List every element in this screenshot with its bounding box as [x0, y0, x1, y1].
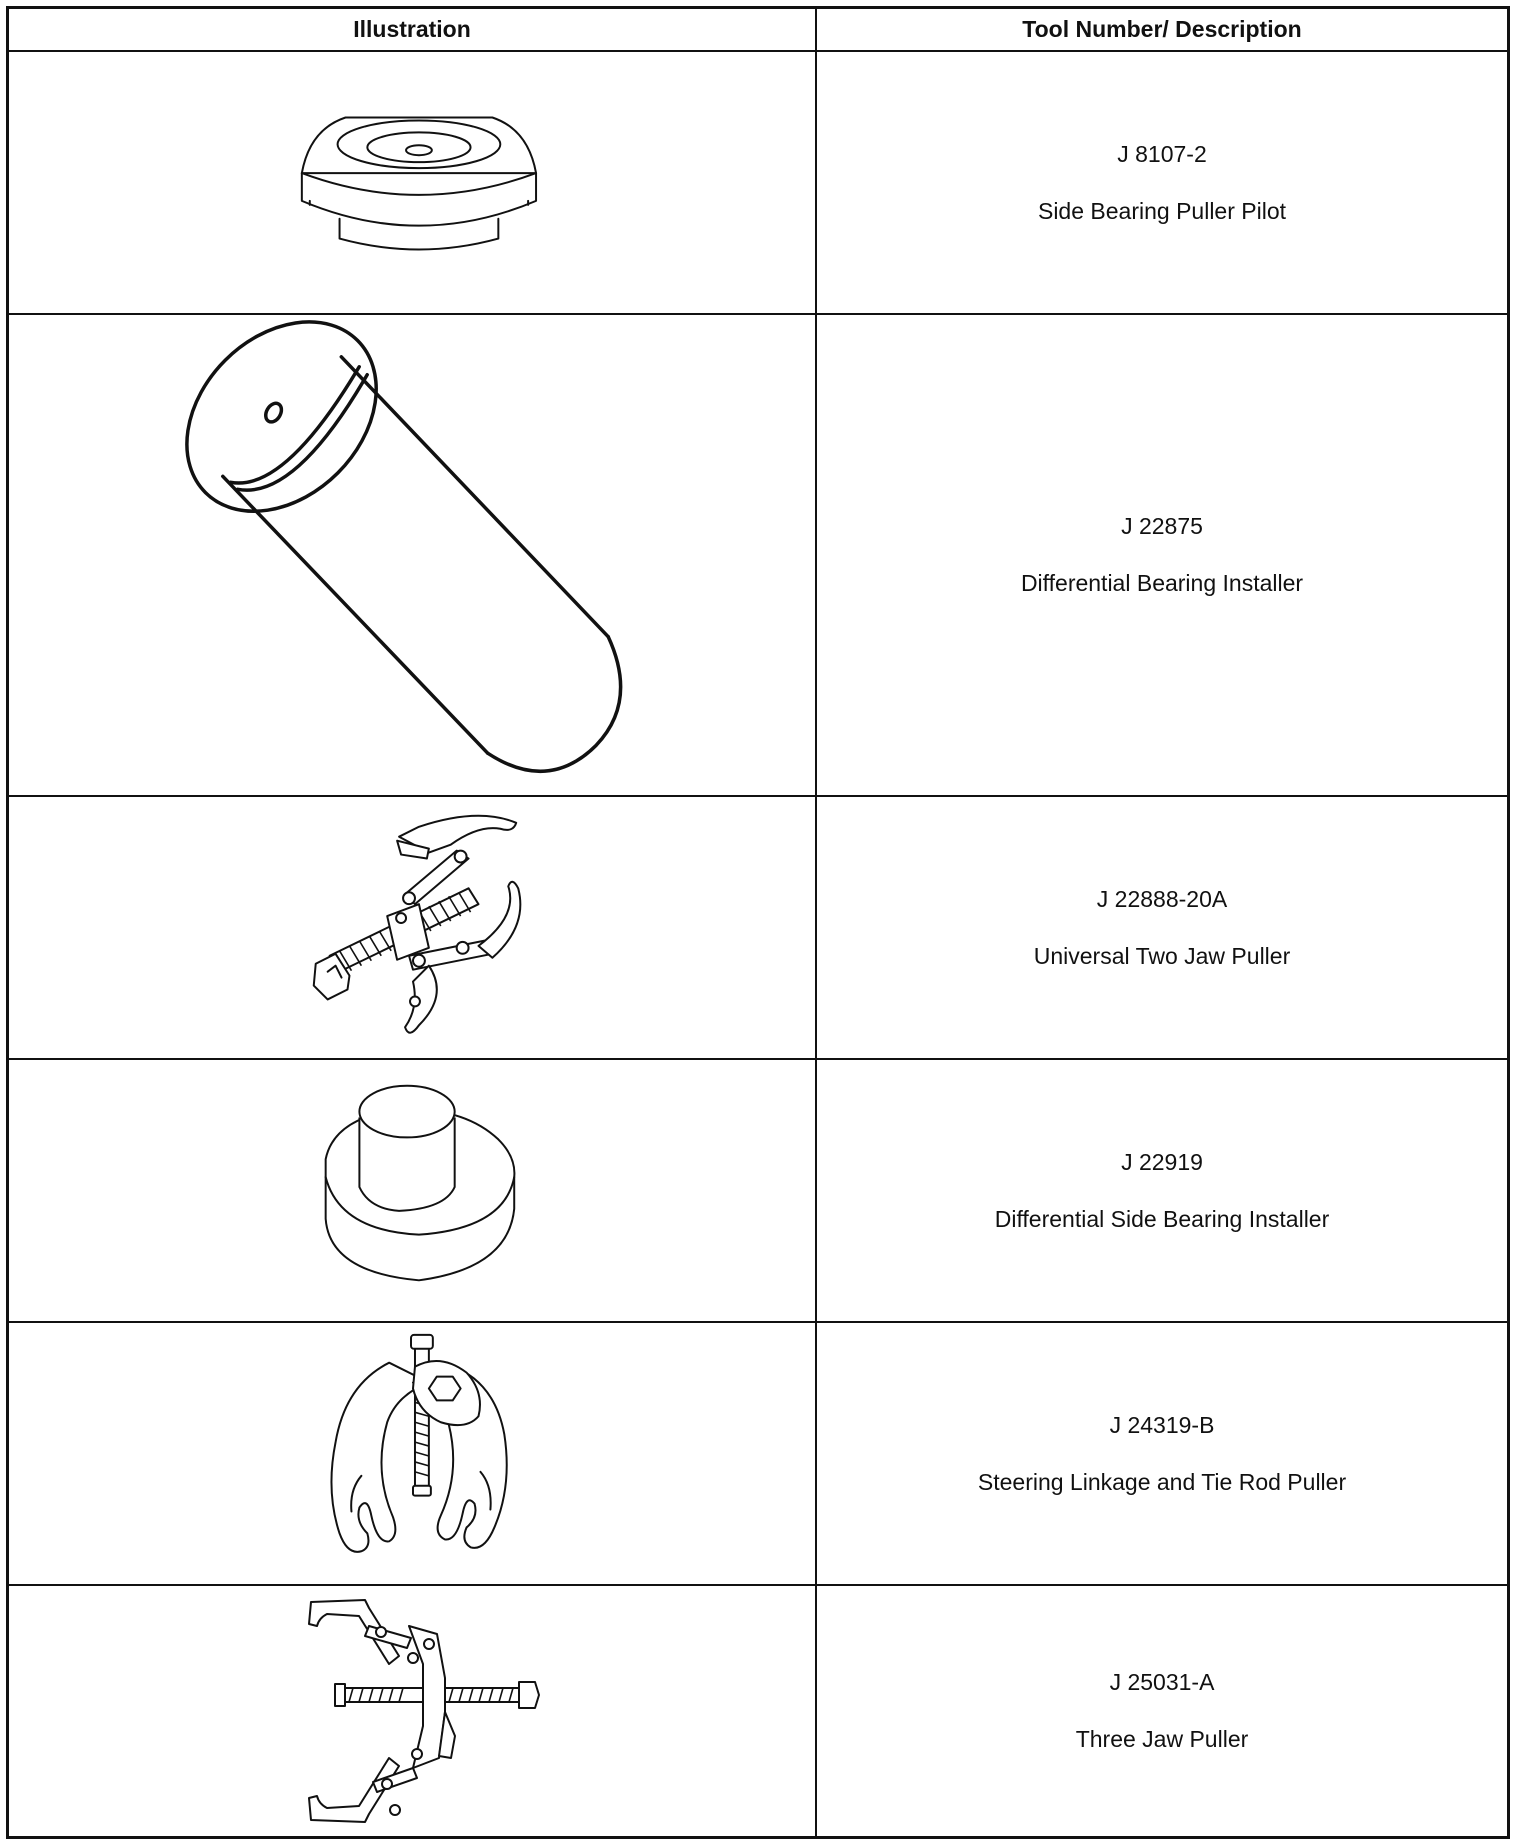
table-row [9, 1586, 1507, 1836]
header-illustration: Illustration [353, 16, 471, 42]
two-jaw-puller-icon [9, 797, 815, 1058]
side-bearing-puller-pilot-icon [9, 52, 815, 313]
tool-description-cell [817, 797, 1507, 1058]
table-header [9, 9, 1507, 52]
tool-number: J 22919 [1121, 1148, 1203, 1175]
tool-description-cell [817, 1323, 1507, 1584]
table-row [9, 52, 1507, 315]
tool-description-cell [817, 1060, 1507, 1321]
tool-description: Universal Two Jaw Puller [1033, 942, 1291, 969]
tool-number: J 22875 [1121, 513, 1203, 539]
illustration-cell [9, 797, 815, 1058]
three-jaw-puller-icon [9, 1586, 815, 1836]
tool-number: J 24319-B [1109, 1411, 1215, 1438]
differential-bearing-installer-icon [9, 315, 815, 795]
table-row [9, 315, 1507, 797]
illustration-cell [9, 1060, 815, 1321]
table-row [9, 1060, 1507, 1323]
tool-description-cell [817, 315, 1507, 795]
table-row [9, 797, 1507, 1060]
illustration-cell [9, 1586, 815, 1836]
tool-description: Steering Linkage and Tie Rod Puller [977, 1468, 1347, 1495]
tool-table [6, 6, 1510, 1839]
illustration-cell [9, 1323, 815, 1584]
side-bearing-installer-icon [9, 1060, 815, 1321]
tool-description: Three Jaw Puller [1075, 1726, 1249, 1752]
tool-number: J 8107-2 [1117, 140, 1207, 167]
illustration-cell [9, 52, 815, 313]
tool-description: Differential Bearing Installer [1020, 570, 1304, 596]
table-row [9, 1323, 1507, 1586]
tool-description: Differential Side Bearing Installer [994, 1205, 1330, 1232]
header-tool-description: Tool Number/ Description [1022, 16, 1302, 42]
tool-number: J 25031-A [1109, 1669, 1215, 1695]
tie-rod-puller-icon [9, 1323, 815, 1584]
tool-description-cell [817, 1586, 1507, 1836]
tool-description: Side Bearing Puller Pilot [1037, 197, 1287, 224]
illustration-cell [9, 315, 815, 795]
tool-description-cell [817, 52, 1507, 313]
tool-number: J 22888-20A [1096, 885, 1228, 912]
